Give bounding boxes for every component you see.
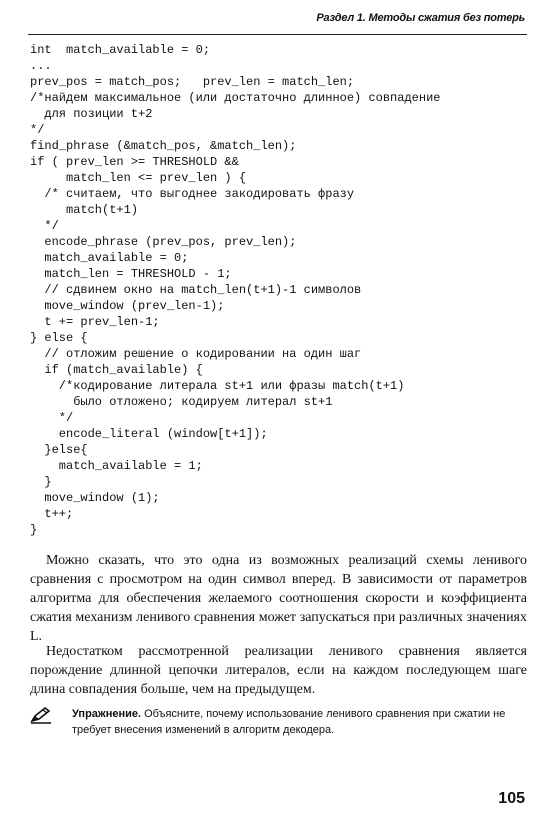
exercise-block [30, 706, 527, 738]
code-line: match_available = 0; [30, 251, 189, 265]
code-line: }else{ [30, 443, 88, 457]
code-line: if ( prev_len >= THRESHOLD && [30, 155, 239, 169]
code-line: */ [30, 219, 59, 233]
exercise-label: Упражнение. [72, 708, 142, 720]
code-line: */ [30, 123, 45, 137]
code-line: /*кодирование литерала st+1 или фразы match(t+1) [30, 379, 405, 393]
code-line: match_available = 1; [30, 459, 203, 473]
code-line: find_phrase (&match_pos, &match_len); [30, 139, 297, 153]
code-line: if (match_available) { [30, 363, 203, 377]
header-rule [28, 34, 527, 35]
code-line: // сдвинем окно на match_len(t+1)-1 символов [30, 283, 362, 297]
code-line: было отложено; кодируем литерал st+1 [30, 395, 333, 409]
running-header: Раздел 1. Методы сжатия без потерь [316, 12, 525, 24]
code-line: для позиции t+2 [30, 107, 153, 121]
code-line: } [30, 475, 52, 489]
page-number: 105 [498, 790, 525, 807]
code-line: prev_pos = match_pos; prev_len = match_len; [30, 75, 355, 89]
pencil-icon [30, 706, 52, 724]
code-line: move_window (prev_len-1); [30, 299, 225, 313]
code-line: /*найдем максимальное (или достаточно длинное) совпадение [30, 91, 441, 105]
code-line: match(t+1) [30, 203, 139, 217]
code-line: } else { [30, 331, 88, 345]
code-line: // отложим решение о кодировании на один шаг [30, 347, 362, 361]
code-line: t += prev_len-1; [30, 315, 160, 329]
code-line: int match_available = 0; [30, 43, 211, 57]
code-line: /* считаем, что выгоднее закодировать фразу [30, 187, 355, 201]
code-line: move_window (1); [30, 491, 160, 505]
code-line: match_len = THRESHOLD - 1; [30, 267, 232, 281]
exercise-text [72, 706, 527, 738]
body-paragraph: Недостатком рассмотренной реализации ленивого сравнения является порождение длинной цепочки литералов, если на каждом последующем шаге длина совпадения больше, чем на предыдущем. [30, 644, 527, 697]
code-line: ... [30, 59, 52, 73]
body-paragraph: Можно сказать, что это одна из возможных реализаций схемы ленивого сравнения с просмотром на один символ вперед. В зависимости от параметров алгоритма для обеспечения желаемого соотношения скорости и коэффициента сжатия механизм ленивого сравнения может запускаться при различных значениях L. [30, 553, 527, 644]
code-line: */ [30, 411, 74, 425]
code-line: match_len <= prev_len ) { [30, 171, 247, 185]
code-listing [30, 42, 530, 538]
code-line: encode_phrase (prev_pos, prev_len); [30, 235, 297, 249]
exercise-body: Объясните, почему использование ленивого сравнения при сжатии не требует внесения изменений в алгоритм декодера. [72, 708, 506, 736]
code-line: t++; [30, 507, 74, 521]
code-line: } [30, 523, 38, 537]
code-line: encode_literal (window[t+1]); [30, 427, 268, 441]
